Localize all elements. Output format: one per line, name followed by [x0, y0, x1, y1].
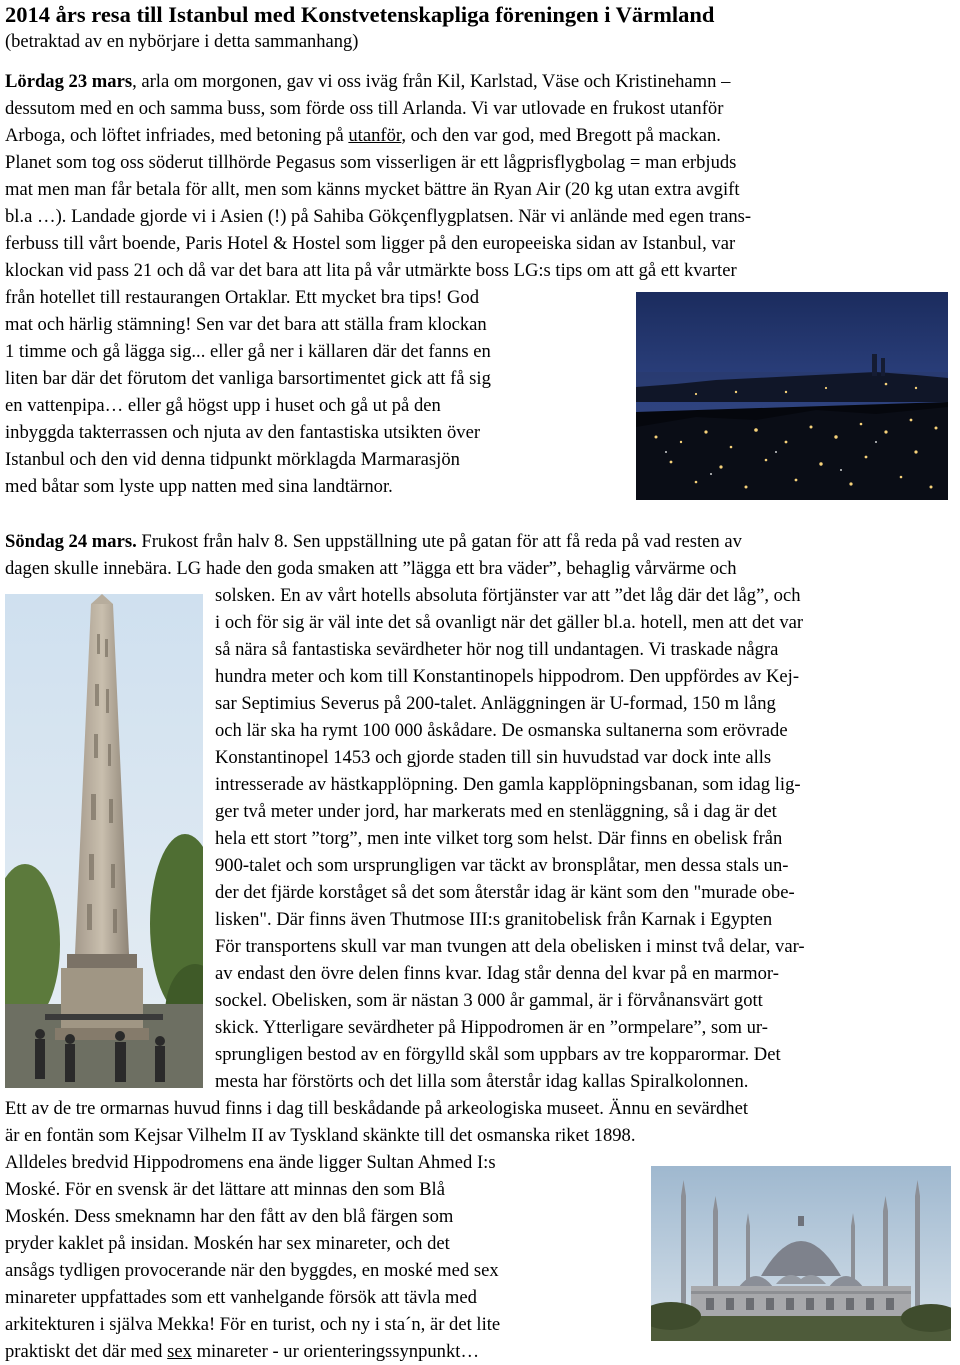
- paragraph-line: liten bar där det förutom det vanliga barsortimentet gick att få sig: [5, 368, 491, 389]
- paragraph-line: Istanbul och den vid denna tidpunkt mörklagda Marmarasjön: [5, 449, 460, 470]
- paragraph-line: mat och härlig stämning! Sen var det bara att ställa fram klockan: [5, 314, 487, 335]
- paragraph-line: Planet som tog oss söderut tillhörde Pegasus som visserligen är ett lågprisflygbolag = man erbjuds: [5, 152, 737, 173]
- paragraph-line: sprungligen bestod av en förgylld skål som uppbars av tre kopparormar. Det: [215, 1044, 781, 1065]
- paragraph-line: ferbuss till vårt boende, Paris Hotel & Hostel som ligger på den europeeiska sidan av Istanbul, var: [5, 233, 736, 254]
- paragraph-line: inbyggda takterrassen och njuta av den fantastiska utsikten över: [5, 422, 481, 443]
- paragraph-line: är en fontän som Kejsar Vilhelm II av Tyskland skänkte till det osmanska riket 1898.: [5, 1125, 636, 1146]
- paragraph-line: hela ett stort ”torg”, men inte vilket torg som helst. Där finns en obelisk från: [215, 828, 783, 849]
- paragraph-line: så nära så fantastiska sevärdheter hör nog till undantagen. Vi traskade några: [215, 639, 779, 660]
- paragraph-line: Ett av de tre ormarnas huvud finns i dag till beskådande på arkeologiska museet. Ännu en sevärdhet: [5, 1098, 749, 1119]
- paragraph-line: från hotellet till restaurangen Ortaklar. Ett mycket bra tips! God: [5, 287, 479, 308]
- paragraph-line: bl.a …). Landade gjorde vi i Asien (!) på Sahiba Gökçenflygplatsen. När vi anlände med egen trans-: [5, 206, 752, 227]
- paragraph-line: och lär ska ha rymt 100 000 åskådare. De osmanska sultanerna som erövrade: [215, 720, 788, 741]
- paragraph-line: intresserade av hästkapplöpning. Den gamla kapplöpningsbanan, som idag lig-: [215, 774, 801, 795]
- paragraph-line: Konstantinopel 1453 och gjorde staden till sin huvudstad var dock inte alls: [215, 747, 772, 768]
- paragraph-line: i och för sig är väl inte det så ovanligt när det gäller bl.a. hotell, men att det var: [215, 612, 804, 633]
- paragraph-line: Moské. För en svensk är det lättare att minnas den som Blå: [5, 1179, 445, 1200]
- day-heading: Söndag 24 mars.: [5, 531, 137, 552]
- paragraph-line: Arboga, och löftet infriades, med betoning på utanför, och den var god, med Bregott på mackan.: [5, 125, 721, 146]
- paragraph-line: hundra meter och kom till Konstantinopels hippodrom. Den uppfördes av Kej-: [215, 666, 800, 687]
- paragraph-line: mat men man får betala för allt, men som känns mycket bättre än Ryan Air (20 kg utan extra avgift: [5, 179, 740, 200]
- paragraph-line: sockel. Obelisken, som är nästan 3 000 år gammal, är i förvånansvärt gott: [215, 990, 763, 1011]
- paragraph-line: minareter uppfattades som ett vanhelgande försök att tävla med: [5, 1287, 477, 1308]
- paragraph-line: arkitekturen i själva Mekka! För en turist, och ny i sta´n, är det lite: [5, 1314, 501, 1335]
- paragraph-line: mesta har förstörts och det lilla som återstår idag kallas Spiralkolonnen.: [215, 1071, 749, 1092]
- obelisk-photo: [5, 594, 203, 1088]
- page-subtitle: (betraktad av en nybörjare i detta sammanhang): [5, 32, 359, 52]
- paragraph-line: Lördag 23 mars, arla om morgonen, gav vi oss iväg från Kil, Karlstad, Väse och Kristinehamn –: [5, 71, 731, 92]
- blue-mosque-photo: [651, 1166, 951, 1341]
- paragraph-line: solsken. En av vårt hotells absoluta förtjänster var att ”det låg där det låg”, och: [215, 585, 801, 606]
- paragraph-line: För transportens skull var man tvungen att dela obelisken i minst två delar, var-: [215, 936, 805, 957]
- paragraph-line: en vattenpipa… eller gå högst upp i huset och gå ut på den: [5, 395, 441, 416]
- paragraph-line: dagen skulle innebära. LG hade den goda smaken att ”lägga ett bra väder”, behaglig vårvärme och: [5, 558, 737, 579]
- paragraph-line: 900-talet och som ursprungligen var täckt av bronsplåtar, men dessa stals un-: [215, 855, 789, 876]
- day-heading: Lördag 23 mars: [5, 71, 133, 92]
- paragraph-line: ansågs tydligen provocerande när den byggdes, en moské med sex: [5, 1260, 499, 1281]
- paragraph-line: 1 timme och gå lägga sig... eller gå ner i källaren där det fanns en: [5, 341, 491, 362]
- paragraph-line: Moskén. Dess smeknamn har den fått av den blå färgen som: [5, 1206, 454, 1227]
- paragraph-line: ger två meter under jord, har markerats med en stenläggning, så i dag är det: [215, 801, 777, 822]
- night-city-photo: [636, 292, 948, 500]
- paragraph-line: sar Septimius Severus på 200-talet. Anläggningen är U-formad, 150 m lång: [215, 693, 776, 714]
- paragraph-line: der det fjärde korståget så det som återstår idag är känt som den "murade obe-: [215, 882, 795, 903]
- paragraph-line: lisken". Där finns även Thutmose III:s granitobelisk från Karnak i Egypten: [215, 909, 773, 930]
- paragraph-line: med båtar som lyste upp natten med sina landtärnor.: [5, 476, 393, 497]
- paragraph-line: skick. Ytterligare sevärdheter på Hippodromen är en ”ormpelare”, som ur-: [215, 1017, 768, 1038]
- paragraph-line: Alldeles bredvid Hippodromens ena ände ligger Sultan Ahmed I:s: [5, 1152, 496, 1173]
- paragraph-line: praktiskt det där med sex minareter - ur orienteringssynpunkt…: [5, 1341, 480, 1362]
- paragraph-line: klockan vid pass 21 och då var det bara att lita på vår utmärkte boss LG:s tips om att gå ett kvarter: [5, 260, 737, 281]
- paragraph-line: dessutom med en och samma buss, som förde oss till Arlanda. Vi var utlovade en frukost utanför: [5, 98, 724, 119]
- paragraph-line: Söndag 24 mars. Frukost från halv 8. Sen uppställning ute på gatan för att få reda på vad resten av: [5, 531, 742, 552]
- page-title: 2014 års resa till Istanbul med Konstvetenskapliga föreningen i Värmland: [5, 2, 715, 27]
- paragraph-line: av endast den övre delen finns kvar. Idag står denna del kvar på en marmor-: [215, 963, 779, 984]
- paragraph-line: pryder kaklet på insidan. Moskén har sex minareter, och det: [5, 1233, 450, 1254]
